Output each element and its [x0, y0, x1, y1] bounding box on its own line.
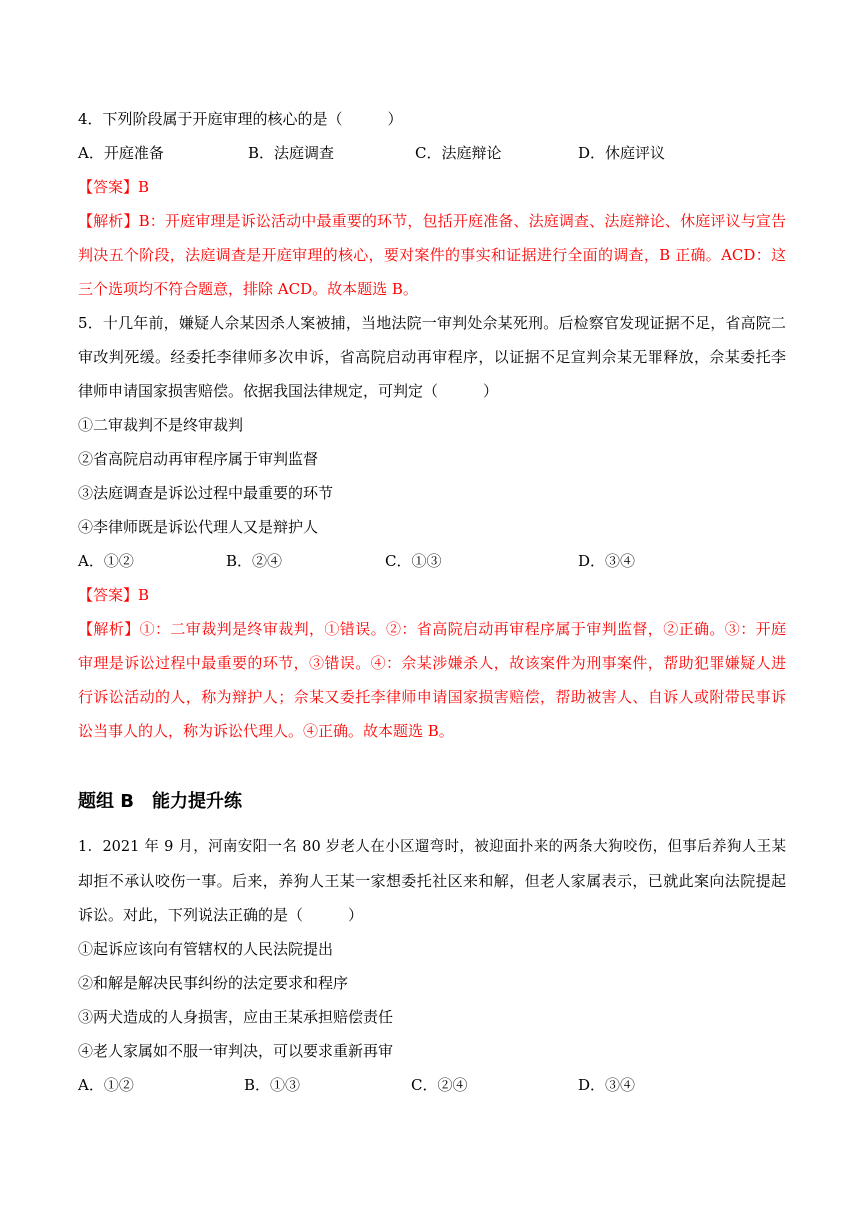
b1-option-c: C．②④	[411, 1076, 468, 1094]
b1-item-3: ③两犬造成的人身损害，应由王某承担赔偿责任	[78, 1008, 394, 1026]
q5-analysis-line: 行诉讼活动的人，称为辩护人；佘某又委托李律师申请国家损害赔偿，帮助被害人、自诉人或附带民事诉	[78, 688, 786, 706]
q5-options	[78, 550, 786, 572]
q4-answer: 【答案】B	[78, 178, 150, 196]
q4-option-d: D．休庭评议	[578, 144, 666, 162]
b1-option-d: D．③④	[578, 1076, 636, 1094]
q5-analysis-line: 【解析】①：二审裁判是终审裁判，①错误。②：省高院启动再审程序属于审判监督，②正确。③：开庭	[78, 620, 786, 638]
q5-item-3: ③法庭调查是诉讼过程中最重要的环节	[78, 484, 334, 502]
section-heading: 题组 B 能力提升练	[78, 791, 242, 812]
b1-option-a: A．①②	[78, 1076, 134, 1094]
q5-stem-line: 审改判死缓。经委托李律师多次申诉，省高院启动再审程序，以证据不足宣判佘某无罪释放，佘某委托李	[78, 348, 786, 366]
q5-option-d: D．③④	[578, 552, 636, 570]
q5-analysis-line: 审理是诉讼过程中最重要的环节，③错误。④：佘某涉嫌杀人，故该案件为刑事案件，帮助犯罪嫌疑人进	[78, 654, 786, 672]
q4-option-a: A．开庭准备	[78, 144, 164, 162]
q4-stem: 4．下列阶段属于开庭审理的核心的是（ ）	[78, 110, 403, 128]
q5-item-1: ①二审裁判不是终审裁判	[78, 416, 244, 434]
q5-stem-line: 5．十几年前，嫌疑人佘某因杀人案被捕，当地法院一审判处佘某死刑。后检察官发现证据不足，省高院二	[78, 314, 786, 332]
q5-answer: 【答案】B	[78, 586, 150, 604]
b1-item-4: ④老人家属如不服一审判决，可以要求重新再审	[78, 1042, 394, 1060]
q5-analysis-line: 讼当事人的人，称为诉讼代理人。④正确。故本题选 B。	[78, 722, 454, 740]
q4-analysis-line: 【解析】B：开庭审理是诉讼活动中最重要的环节，包括开庭准备、法庭调查、法庭辩论、休庭评议与宣告	[78, 212, 786, 230]
b1-stem-line: 却拒不承认咬伤一事。后来，养狗人王某一家想委托社区来和解，但老人家属表示，已就此案向法院提起	[78, 872, 786, 890]
q4-option-b: B．法庭调查	[248, 144, 335, 162]
b1-options	[78, 1074, 786, 1096]
q4-analysis-line: 判决五个阶段，法庭调查是开庭审理的核心，要对案件的事实和证据进行全面的调查，B 正确。ACD：这	[78, 246, 786, 264]
q5-item-4: ④李律师既是诉讼代理人又是辩护人	[78, 518, 319, 536]
q4-option-c: C．法庭辩论	[415, 144, 502, 162]
q5-item-2: ②省高院启动再审程序属于审判监督	[78, 450, 319, 468]
q5-stem-line: 律师申请国家损害赔偿。依据我国法律规定，可判定（ ）	[78, 382, 499, 400]
b1-option-b: B．①③	[244, 1076, 301, 1094]
q5-option-c: C．①③	[385, 552, 442, 570]
q5-option-a: A．①②	[78, 552, 134, 570]
b1-item-2: ②和解是解决民事纠纷的法定要求和程序	[78, 974, 349, 992]
q4-analysis-line: 三个选项均不符合题意，排除 ACD。故本题选 B。	[78, 280, 418, 298]
b1-stem-line: 诉讼。对此，下列说法正确的是（ ）	[78, 906, 364, 924]
q5-option-b: B．②④	[226, 552, 283, 570]
q4-options	[78, 142, 786, 164]
b1-stem-line: 1．2021 年 9 月，河南安阳一名 80 岁老人在小区遛弯时，被迎面扑来的两条大狗咬伤，但事后养狗人王某	[78, 839, 786, 855]
b1-item-1: ①起诉应该向有管辖权的人民法院提出	[78, 940, 334, 958]
